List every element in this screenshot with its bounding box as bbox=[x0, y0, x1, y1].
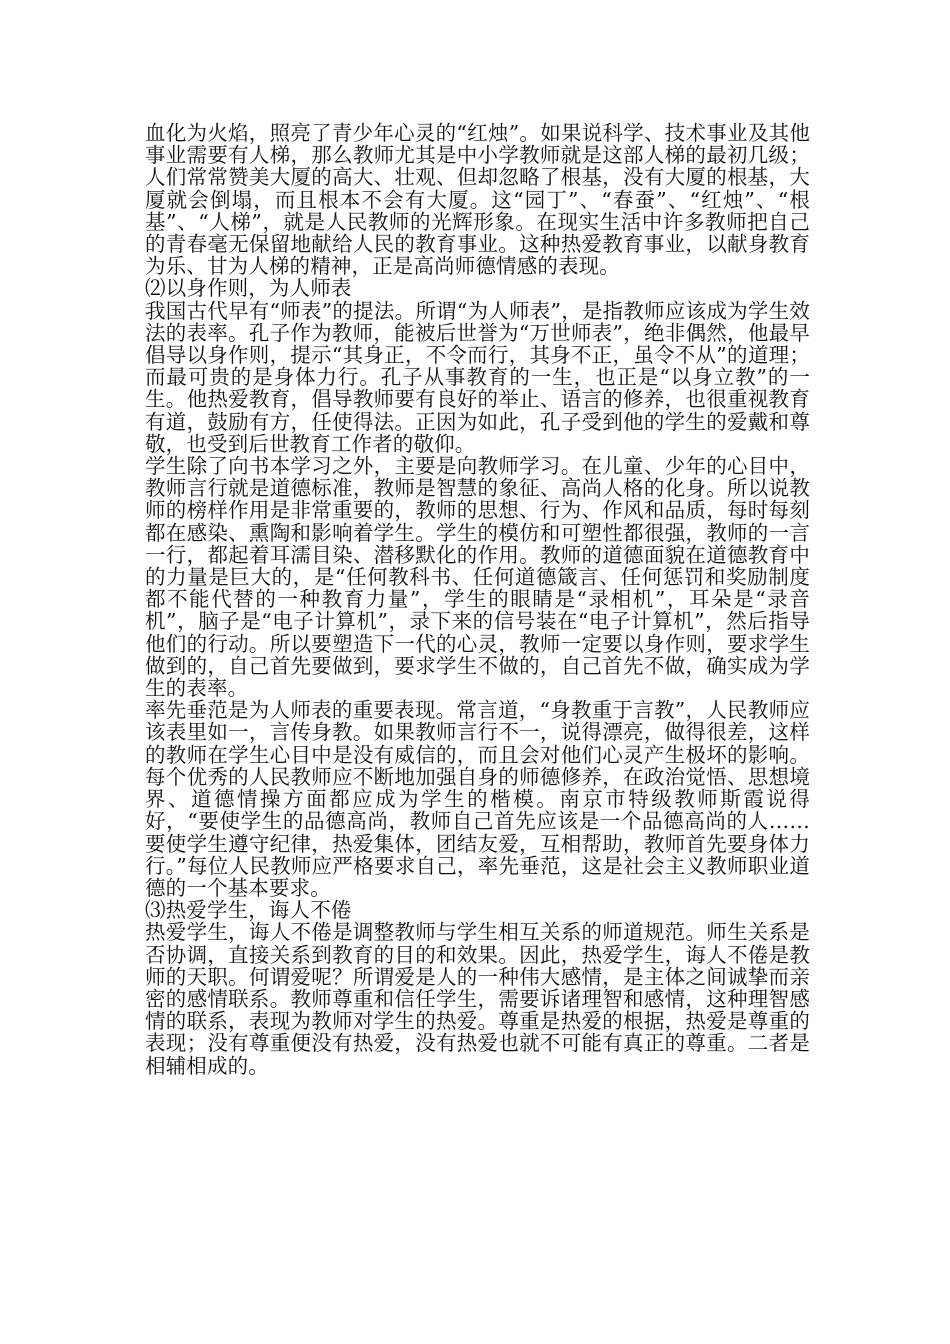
paragraph-red-candle: 血化为火焰，照亮了青少年心灵的“红烛”。如果说科学、技术事业及其他事业需要有人梯，那么教师尤其是中小学教师就是这部人梯的最初几级；人们常常赞美大厦的高大、壮观、但却忽略了根基，没有大厦的根基，大厦就会倒塌，而且根本不会有大厦。这“园丁”、“春蚕”、“红烛”、“根基”、“人梯”，就是人民教师的光辉形象。在现实生活中许多教师把自己的青春毫无保留地献给人民的教育事业。这种热爱教育事业，以献身教育为乐、甘为人梯的精神，正是高尚师德情感的表现。 bbox=[145, 121, 810, 279]
paragraph-set-example: 率先垂范是为人师表的重要表现。常言道，“身教重于言教”，人民教师应该表里如一，言传身教。如果教师言行不一，说得漂亮，做得很差，这样的教师在学生心目中是没有威信的，而且会对他们心灵产生极坏的影响。每个优秀的人民教师应不断地加强自身的师德修养，在政治觉悟、思想境界、道德情操方面都应成为学生的楷模。南京市特级教师斯霞说得好，“要使学生的品德高尚，教师自己首先应该是一个品德高尚的人……要使学生遵守纪律，热爱集体，团结友爱，互相帮助，教师首先要身体力行。”每位人民教师应严格要求自己，率先垂范，这是社会主义教师职业道德的一个基本要求。 bbox=[145, 698, 810, 900]
document-page bbox=[145, 122, 810, 1077]
paragraph-students-learn-from-teachers: 学生除了向书本学习之外，主要是向教师学习。在儿童、少年的心目中，教师言行就是道德标准，教师是智慧的象征、高尚人格的化身。所以说教师的榜样作用是非常重要的，教师的思想、行为、作风和品质，每时每刻都在感染、熏陶和影响着学生。学生的模仿和可塑性都很强，教师的一言一行，都起着耳濡目染、潜移默化的作用。教师的道德面貌在道德教育中的力量是巨大的，是“任何教科书、任何道德箴言、任何惩罚和奖励制度都不能代替的一种教育力量”，学生的眼睛是“录相机”，耳朵是“录音机”，脑子是“电子计算机”，录下来的信号装在“电子计算机”，然后指导他们的行动。所以要塑造下一代的心灵，教师一定要以身作则，要求学生做到的，自己首先要做到，要求学生不做的，自己首先不做，确实成为学生的表率。 bbox=[145, 454, 810, 701]
section-heading-love-students: ⑶热爱学生，诲人不倦 bbox=[145, 898, 352, 923]
paragraph-teacher-model: 我国古代早有“师表”的提法。所谓“为人师表”，是指教师应该成为学生效法的表率。孔子作为教师，能被后世誉为“万世师表”，绝非偶然，他最早倡导以身作则，提示“其身正，不令而行，其身不正，虽令不从”的道理；而最可贵的是身体力行。孔子从事教育的一生，也正是“以身立教”的一生。他热爱教育，倡导教师要有良好的举止、语言的修养，也很重视教育有道，鼓励有方，任使得法。正因为如此，孔子受到他的学生的爱戴和尊敬，也受到后世教育工作者的敬仰。 bbox=[145, 298, 810, 456]
section-heading-lead-by-example: ⑵以身作则，为人师表 bbox=[145, 276, 352, 301]
paragraph-love-and-respect: 热爱学生，诲人不倦是调整教师与学生相互关系的师道规范。师生关系是否协调，直接关系到教育的目的和效果。因此，热爱学生，诲人不倦是教师的天职。何谓爱呢？所谓爱是人的一种伟大感情，是主体之间诚挚而亲密的感情联系。教师尊重和信任学生，需要诉诸理智和感情，这种理智感情的联系，表现为教师对学生的热爱。尊重是热爱的根据，热爱是尊重的表现；没有尊重便没有热爱，没有热爱也就不可能有真正的尊重。二者是相辅相成的。 bbox=[145, 920, 810, 1078]
